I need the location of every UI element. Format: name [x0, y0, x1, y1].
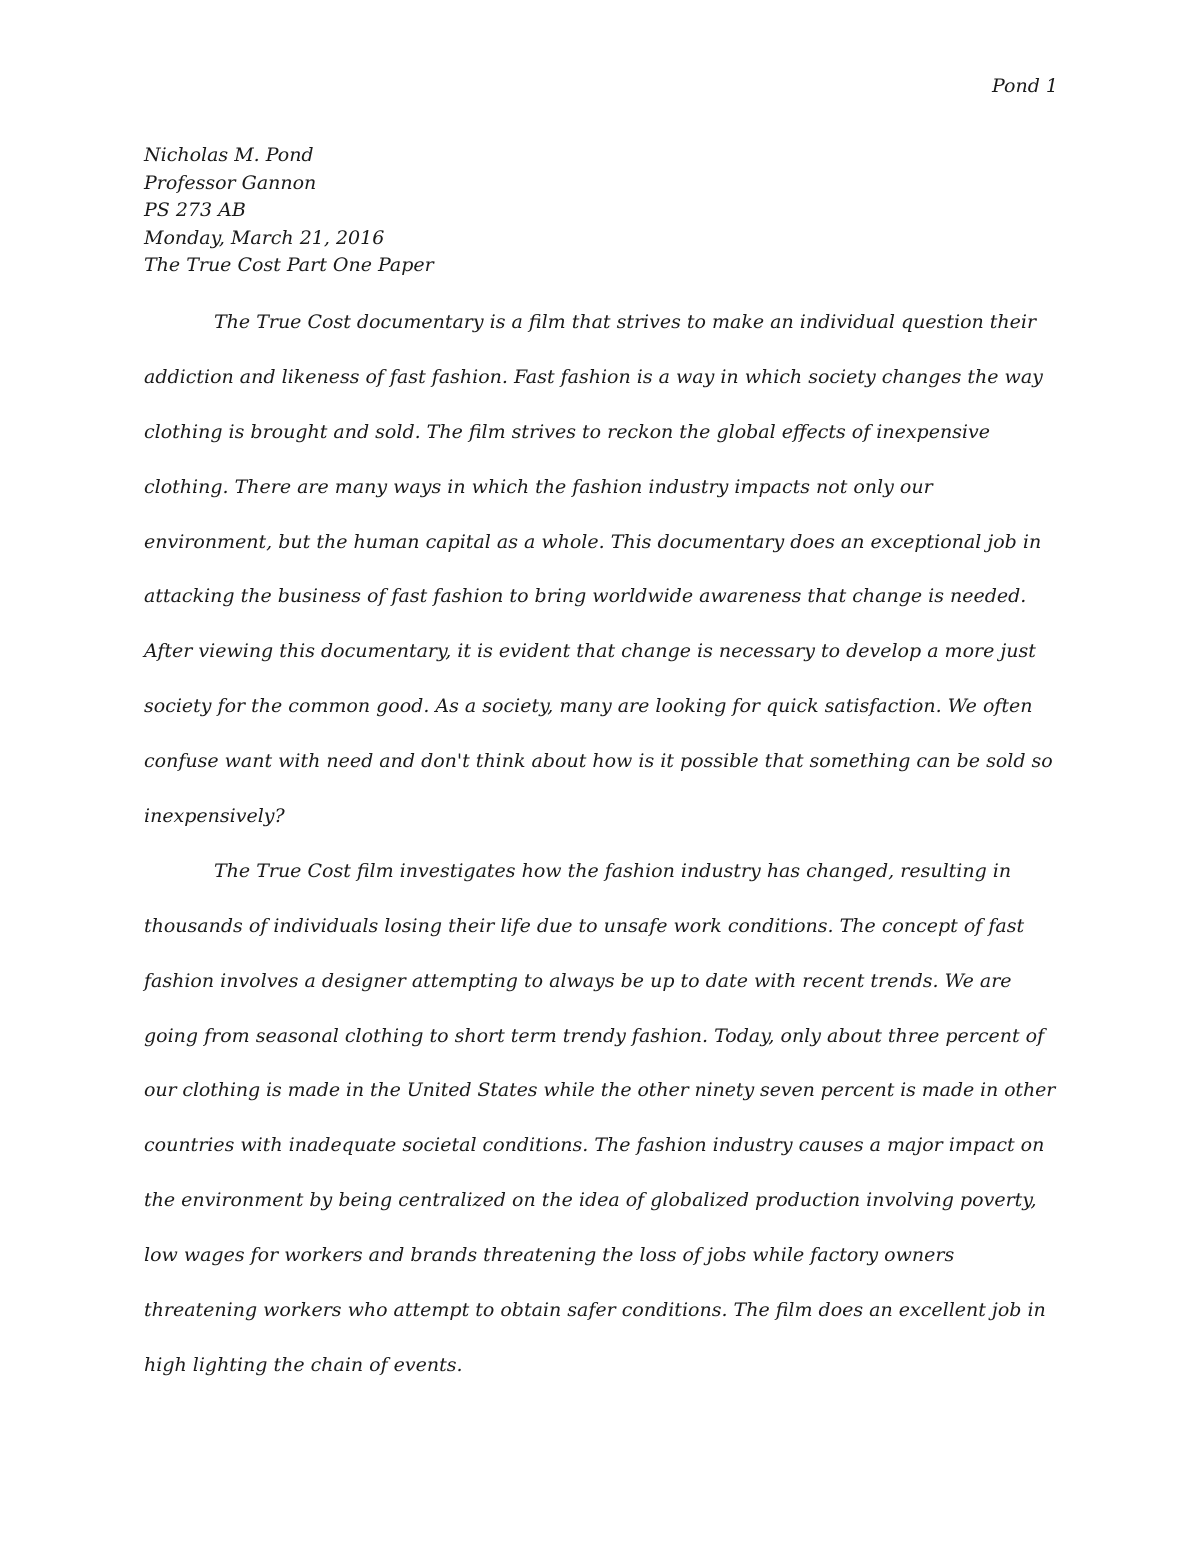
text-line: our clothing is made in the United States while the other ninety seven percent is made in other	[144, 1079, 1056, 1102]
author-name: Nicholas M. Pond	[144, 144, 314, 166]
text-line: threatening workers who attempt to obtain safer conditions. The film does an excellent job in	[144, 1299, 1046, 1322]
course-code: PS 273 AB	[144, 199, 246, 221]
text-line: countries with inadequate societal conditions. The fashion industry causes a major impact on	[144, 1134, 1045, 1157]
text-line: high lighting the chain of events.	[144, 1353, 463, 1376]
text-line: confuse want with need and don't think about how is it possible that something can be sold so	[144, 750, 1053, 773]
text-line: The True Cost documentary is a film that strives to make an individual question their	[214, 311, 1037, 333]
paragraph-2	[144, 851, 1056, 1400]
text-line: addiction and likeness of fast fashion. Fast fashion is a way in which society changes the way	[144, 365, 1043, 388]
mla-header	[144, 142, 1056, 280]
text-line: society for the common good. As a society, many are looking for quick satisfaction. We often	[144, 695, 1033, 718]
page-number: Pond 1	[992, 75, 1058, 97]
paper-body	[144, 302, 1056, 1400]
text-line: After viewing this documentary, it is evident that change is necessary to develop a more just	[144, 640, 1036, 663]
paper-title: The True Cost Part One Paper	[144, 254, 434, 276]
text-line: clothing is brought and sold. The film strives to reckon the global effects of inexpensive	[144, 420, 990, 443]
text-line: inexpensively?	[144, 805, 285, 828]
text-line: thousands of individuals losing their life due to unsafe work conditions. The concept of fast	[144, 914, 1025, 937]
paper-date: Monday, March 21, 2016	[144, 226, 385, 249]
text-line: fashion involves a designer attempting to always be up to date with recent trends. We are	[144, 969, 1012, 992]
text-line: The True Cost film investigates how the fashion industry has changed, resulting in	[214, 859, 1012, 882]
text-line: going from seasonal clothing to short term trendy fashion. Today, only about three percent of	[144, 1024, 1045, 1047]
text-line: low wages for workers and brands threatening the loss of jobs while factory owners	[144, 1244, 955, 1267]
text-line: the environment by being centralized on the idea of globalized production involving poverty,	[144, 1189, 1037, 1212]
text-line: clothing. There are many ways in which the fashion industry impacts not only our	[144, 475, 933, 498]
text-line: attacking the business of fast fashion to bring worldwide awareness that change is needed.	[144, 585, 1027, 608]
text-line: environment, but the human capital as a whole. This documentary does an exceptional job in	[144, 530, 1042, 553]
paragraph-1	[144, 302, 1056, 851]
professor-name: Professor Gannon	[144, 171, 317, 194]
